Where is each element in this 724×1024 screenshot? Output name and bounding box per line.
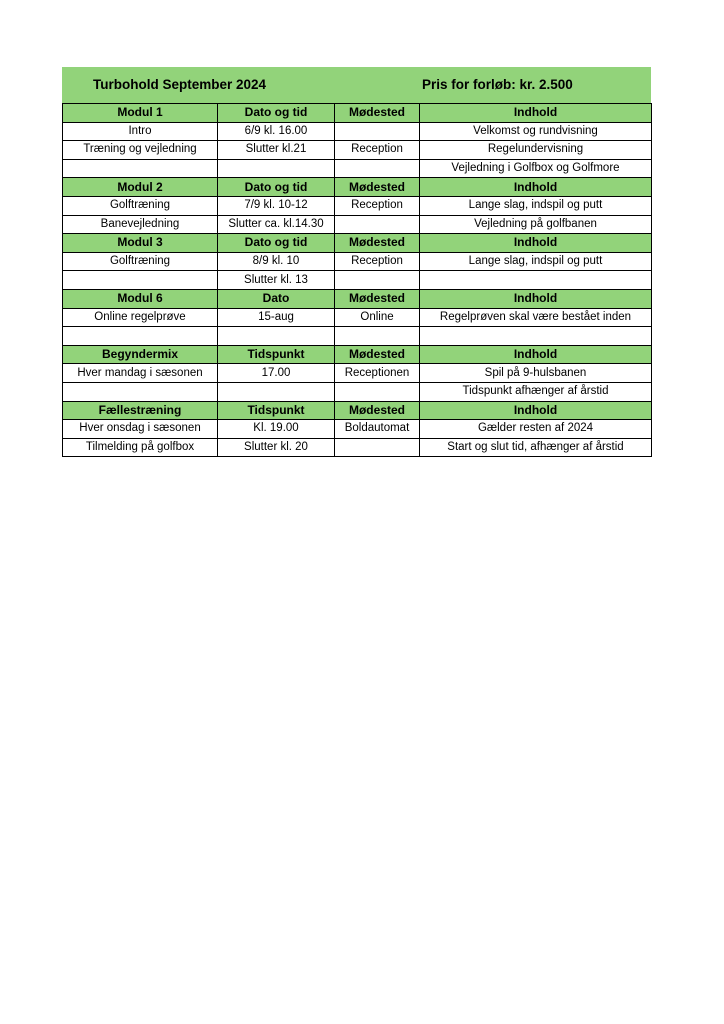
cell-time	[218, 159, 335, 178]
section-header-row	[63, 178, 652, 197]
table-row	[63, 308, 652, 327]
header-cell-content: Indhold	[420, 345, 652, 364]
cell-time	[218, 382, 335, 401]
table-row	[63, 438, 652, 457]
cell-location	[335, 122, 420, 141]
header-cell-content: Indhold	[420, 178, 652, 197]
header-cell-time: Dato og tid	[218, 178, 335, 197]
cell-location	[335, 327, 420, 346]
header-cell-location: Mødested	[335, 289, 420, 308]
cell-content: Regelprøven skal være bestået inden	[420, 308, 652, 327]
cell-name: Intro	[63, 122, 218, 141]
section-header-row	[63, 345, 652, 364]
header-cell-content: Indhold	[420, 234, 652, 253]
cell-time: 6/9 kl. 16.00	[218, 122, 335, 141]
section-header-row	[63, 401, 652, 420]
cell-name: Tilmelding på golfbox	[63, 438, 218, 457]
table-row	[63, 215, 652, 234]
cell-content: Lange slag, indspil og putt	[420, 196, 652, 215]
cell-time: Slutter kl. 20	[218, 438, 335, 457]
cell-name	[63, 159, 218, 178]
table-row	[63, 196, 652, 215]
cell-content: Gælder resten af 2024	[420, 420, 652, 439]
cell-location: Reception	[335, 196, 420, 215]
header-cell-content: Indhold	[420, 289, 652, 308]
section-header-row	[63, 289, 652, 308]
header-cell-time: Dato	[218, 289, 335, 308]
table-row	[63, 252, 652, 271]
cell-content: Tidspunkt afhænger af årstid	[420, 382, 652, 401]
cell-content: Lange slag, indspil og putt	[420, 252, 652, 271]
cell-name: Golftræning	[63, 196, 218, 215]
section-header-row	[63, 104, 652, 123]
cell-location: Online	[335, 308, 420, 327]
cell-content: Spil på 9-hulsbanen	[420, 364, 652, 383]
cell-location: Reception	[335, 252, 420, 271]
table-row	[63, 382, 652, 401]
header-cell-location: Mødested	[335, 401, 420, 420]
cell-location	[335, 159, 420, 178]
table-row	[63, 364, 652, 383]
cell-time: Slutter ca. kl.14.30	[218, 215, 335, 234]
header-cell-name: Modul 2	[63, 178, 218, 197]
header-cell-location: Mødested	[335, 234, 420, 253]
cell-name: Træning og vejledning	[63, 141, 218, 160]
cell-location	[335, 438, 420, 457]
table-row	[63, 327, 652, 346]
cell-content: Velkomst og rundvisning	[420, 122, 652, 141]
header-cell-content: Indhold	[420, 104, 652, 123]
cell-content	[420, 327, 652, 346]
header-cell-time: Dato og tid	[218, 104, 335, 123]
cell-location: Boldautomat	[335, 420, 420, 439]
header-cell-location: Mødested	[335, 345, 420, 364]
cell-content	[420, 271, 652, 290]
cell-name: Golftræning	[63, 252, 218, 271]
table-row	[63, 122, 652, 141]
cell-location	[335, 215, 420, 234]
table-row	[63, 271, 652, 290]
cell-name	[63, 327, 218, 346]
section-header-row	[63, 234, 652, 253]
header-cell-name: Modul 1	[63, 104, 218, 123]
cell-time: Slutter kl. 13	[218, 271, 335, 290]
table-row	[63, 141, 652, 160]
cell-content: Regelundervisning	[420, 141, 652, 160]
cell-name: Banevejledning	[63, 215, 218, 234]
cell-time: Kl. 19.00	[218, 420, 335, 439]
header-cell-time: Tidspunkt	[218, 345, 335, 364]
cell-location	[335, 382, 420, 401]
cell-time: 15-aug	[218, 308, 335, 327]
cell-name	[63, 382, 218, 401]
cell-time	[218, 327, 335, 346]
cell-time: 7/9 kl. 10-12	[218, 196, 335, 215]
schedule-table	[62, 103, 652, 457]
header-cell-location: Mødested	[335, 104, 420, 123]
table-row	[63, 159, 652, 178]
header-cell-name: Fællestræning	[63, 401, 218, 420]
header-cell-name: Modul 3	[63, 234, 218, 253]
schedule-sheet	[62, 67, 651, 457]
cell-location: Reception	[335, 141, 420, 160]
schedule-body	[63, 104, 652, 457]
cell-content: Vejledning på golfbanen	[420, 215, 652, 234]
course-title: Turbohold September 2024	[93, 77, 267, 92]
header-cell-time: Tidspunkt	[218, 401, 335, 420]
cell-name	[63, 271, 218, 290]
cell-location: Receptionen	[335, 364, 420, 383]
title-bar	[62, 67, 651, 103]
cell-location	[335, 271, 420, 290]
header-cell-time: Dato og tid	[218, 234, 335, 253]
cell-content: Vejledning i Golfbox og Golfmore	[420, 159, 652, 178]
cell-time: Slutter kl.21	[218, 141, 335, 160]
cell-name: Hver onsdag i sæsonen	[63, 420, 218, 439]
header-cell-content: Indhold	[420, 401, 652, 420]
course-price: Pris for forløb: kr. 2.500	[422, 77, 573, 92]
header-cell-name: Begyndermix	[63, 345, 218, 364]
cell-content: Start og slut tid, afhænger af årstid	[420, 438, 652, 457]
cell-time: 17.00	[218, 364, 335, 383]
cell-time: 8/9 kl. 10	[218, 252, 335, 271]
cell-name: Hver mandag i sæsonen	[63, 364, 218, 383]
table-row	[63, 420, 652, 439]
header-cell-name: Modul 6	[63, 289, 218, 308]
cell-name: Online regelprøve	[63, 308, 218, 327]
header-cell-location: Mødested	[335, 178, 420, 197]
